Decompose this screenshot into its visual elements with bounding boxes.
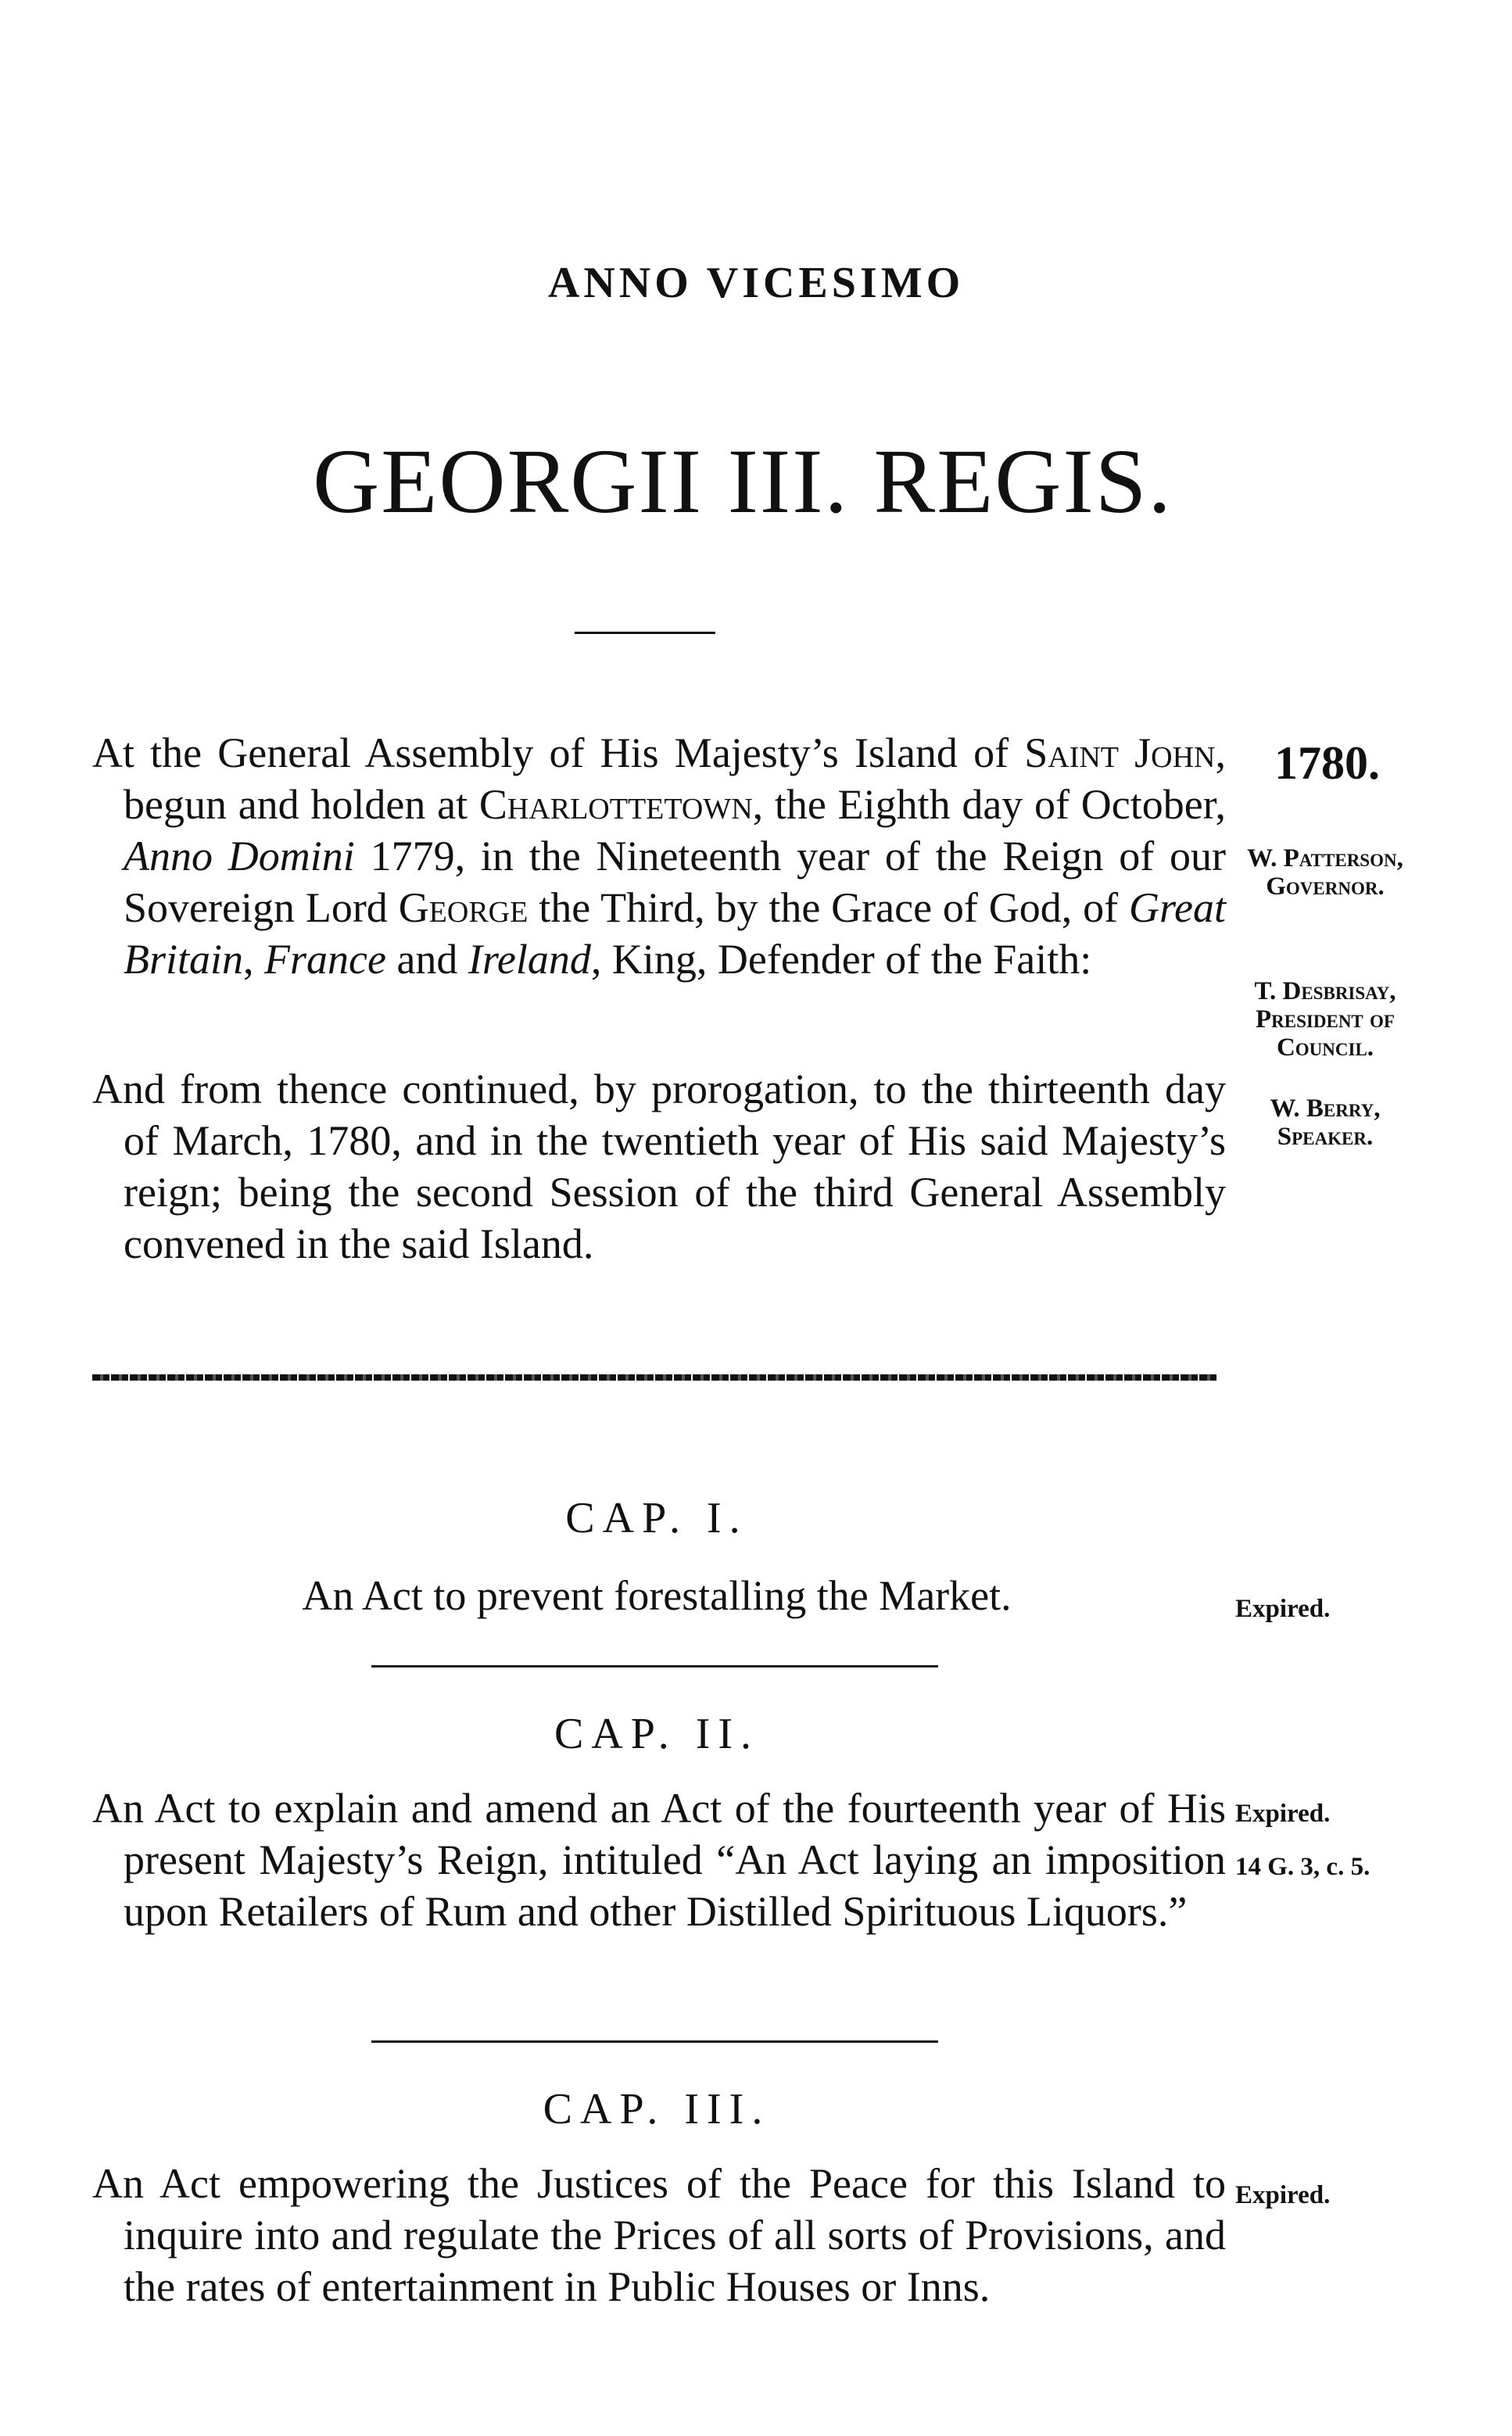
cap-1-status: Expired. [1235, 1595, 1331, 1623]
ornamental-rule [92, 1374, 1218, 1381]
governor-name: W. Patterson, [1247, 844, 1403, 872]
preamble-run: , begun and holden at [124, 729, 1226, 828]
section-rule-1 [371, 1665, 938, 1668]
preamble-run: Great Britain [124, 884, 1227, 983]
preamble-run: Saint John [1024, 729, 1216, 776]
cap-3-status: Expired. [1235, 2181, 1331, 2209]
preamble-run: , [243, 936, 265, 983]
governor-title: Governor. [1266, 872, 1385, 901]
cap-1-heading: CAP. I. [565, 1494, 748, 1542]
preamble-run: Anno Domini [124, 833, 355, 879]
title-rule [575, 632, 715, 634]
preamble-run: Charlottetown [478, 781, 753, 828]
cap-3-heading: CAP. III. [543, 2085, 771, 2133]
preamble-paragraph-1 [92, 727, 1226, 985]
cap-2-heading: CAP. II. [554, 1710, 760, 1758]
president-title-line1: President of [1256, 1005, 1395, 1034]
cap-2-reference: 14 G. 3, c. 5. [1235, 1853, 1370, 1881]
preamble-run: France [264, 936, 386, 983]
preamble-paragraph-2: And from thence continued, by prorogation, to the thirteenth day of March, 1780, and in the twentieth year of His said Majesty’s reign; being the second Session of the third General Assembly convened in the said Island. [92, 1066, 1226, 1267]
preamble-run: , King, Defender of the Faith: [590, 936, 1092, 983]
section-rule-2 [371, 2040, 938, 2043]
regis-heading: GEORGII III. REGIS. [313, 430, 1173, 532]
preamble-run: and [385, 936, 468, 983]
president-name: T. Desbrisay, [1254, 977, 1396, 1005]
president-title-line2: Council. [1276, 1034, 1374, 1062]
speaker-title: Speaker. [1277, 1123, 1374, 1151]
preamble-run: the Third, by the Grace of God, of [528, 884, 1130, 931]
cap-3-title: An Act empowering the Justices of the Peace for this Island to inquire into and regulate the Prices of all sorts of Provisions, and the rates of entertainment in Public Houses or Inns. [92, 2160, 1226, 2310]
preamble-run: 1779, in the Nineteenth year of the Reign of our Sovereign Lord [124, 833, 1226, 931]
preamble-run: Ireland [468, 936, 591, 983]
margin-year: 1780. [1274, 737, 1380, 789]
preamble-run: At the General Assembly of His Majesty’s Island of [92, 729, 1025, 776]
margin-speaker [1227, 1094, 1423, 1151]
cap-1-title: An Act to prevent forestalling the Market. [302, 1572, 1012, 1619]
speaker-name: W. Berry, [1270, 1094, 1381, 1123]
margin-president [1227, 977, 1423, 1062]
anno-heading: ANNO VICESIMO [547, 259, 965, 307]
preamble-run: , the Eighth day of October, [752, 781, 1226, 828]
preamble-run: George [398, 884, 528, 931]
margin-governor [1227, 844, 1423, 901]
cap-2-title: An Act to explain and amend an Act of the fourteenth year of His present Majesty’s Reign, intituled “An Act laying an imposition upon Retailers of Rum and other Distilled Spirituous Liquors.” [92, 1785, 1226, 1935]
cap-2-status: Expired. [1235, 1800, 1331, 1828]
